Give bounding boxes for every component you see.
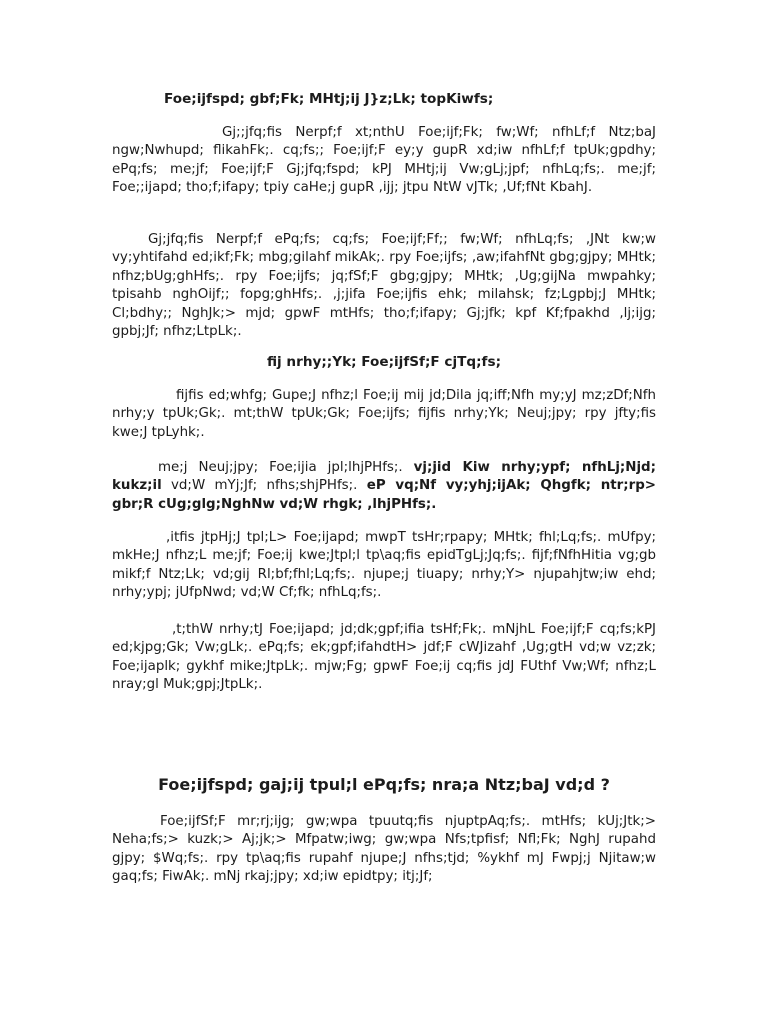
article-title: Foe;ijfspd; gbf;Fk; MHtj;ij J}z;Lk; topKiwfs; xyxy=(164,91,494,107)
section-heading-1: fij nrhy;;Yk; Foe;ijfSf;F cjTq;fs; xyxy=(266,354,502,370)
paragraph-4-text-a: me;j Neuj;jpy; Foe;ijia jpl;lhjPHfs;. xyxy=(158,460,414,475)
paragraph-4-emphasis-b: eP vq;Nf vy;yhj;ijAk; Qhgfk; ntr;rp> gbr;R cUg;glg;NghNw vd;W rhgk; ,lhjPHfs;. xyxy=(112,478,656,512)
paragraph-5: ,itfis jtpHj;J tpl;L> Foe;ijapd; mwpT tsHr;rpapy; MHtk; fhl;Lq;fs;. mUfpy; mkHe;J nfhz;L me;jf; Foe;ij kwe;Jtpl;l tp\aq;fis epidTgLj;Jq;fs;. fijf;fNfhHitia vg;gb mikf;f Ntz;Lk; vd;gij Rl;bf;fhl;Lq;fs;. njupe;j tiuapy; nrhy;Y> njupahjtw;iw ehd; nrhy;ypj; jUfpNwd; vd;W Cf;fk; nfhLq;fs;. xyxy=(112,530,656,601)
paragraph-7: Foe;ijfSf;F mr;rj;ijg; gw;wpa tpuutq;fis njuptpAq;fs;. mtHfs; kUj;Jtk;> Neha;fs;> kuzk;> Aj;jk;> Mfpatw;iwg; gw;wpa Nfs;tpfisf; Nfl;Fk; NghJ rupahd gjpy; $Wq;fs;. rpy tp\aq;fis rupahf njupe;J nfhs;tjd; %ykhf mJ Fwpj;j Njitaw;w gaq;fs; FiwAk;. mNj rkaj;jpy; xd;iw epidtpy; itj;Jf; xyxy=(112,814,656,885)
section-heading-2: Foe;ijfspd; gaj;ij tpul;l ePq;fs; nra;a Ntz;baJ vd;d ? xyxy=(158,775,610,794)
paragraph-4 xyxy=(112,459,656,514)
paragraph-4-emphasis-a: vj;jid Kiw nrhy;ypf; nfhLj;Njd; kukz;il xyxy=(112,460,656,494)
paragraph-6: ,t;thW nrhy;tJ Foe;ijapd; jd;dk;gpf;ifia tsHf;Fk;. mNjhL Foe;ijf;F cq;fs;kPJ ed;kjpg;Gk; Vw;gLk;. ePq;fs; ek;gpf;ifahdtH> jdf;F cWJizahf ,Ug;gtH vd;w vz;zk; Foe;ijaplk; gykhf mike;JtpLk;. mjw;Fg; gpwF Foe;ij cq;fis jdJ FUthf Vw;Wf; nfhz;L nray;gl Muk;gpj;JtpLk;. xyxy=(112,622,656,693)
paragraph-3: fijfis ed;whfg; Gupe;J nfhz;l Foe;ij mij jd;Dila jq;iff;Nfh my;yJ mz;zDf;Nfh nrhy;y tpUk;Gk;. mt;thW tpUk;Gk; Foe;ijfs; fijfis nrhy;Yk; Neuj;jpy; rpy jfty;fis kwe;J tpLyhk;. xyxy=(112,388,656,440)
paragraph-2: Gj;jfq;fis Nerpf;f ePq;fs; cq;fs; Foe;ijf;Ff;; fw;Wf; nfhLq;fs; ,JNt kw;w vy;yhtifahd ed;ikf;Fk; mbg;gilahf mikAk;. rpy Foe;ijfs; ,aw;ifahfNt gbg;gjpy; MHtk; nfhz;bUg;ghHfs;. rpy Foe;ijfs; jq;fSf;F gbg;gjpy; MHtk; ,Ug;gijNa mwpahky; tpisahb nghOijf;; fopg;ghHfs;. ,j;jifa Foe;ijfis ehk; milahsk; fz;Lgpbj;J MHtk; Cl;bdhy;; NghJk;> mjd; gpwF mtHfs; tho;f;ifapy; Gj;jfk; kpf Kf;fpakhd ,lj;ijg; gpbj;Jf; nfhz;LtpLk;. xyxy=(112,232,656,340)
paragraph-1: Gj;;jfq;fis Nerpf;f xt;nthU Foe;ijf;Fk; fw;Wf; nfhLf;f Ntz;baJ ngw;Nwhupd; flikahFk;. cq;fs;; Foe;ijf;F ey;y gupR xd;iw nfhLf;f tpUk;gpdhy; ePq;fs; me;jf; Foe;ijf;F Gj;jfq;fspd; kPJ MHtj;ij Vw;gLj;jpf; nfhLq;fs;. me;jf; Foe;;ijapd; tho;f;ifapy; tpiy caHe;j gupR ,ijj; jtpu NtW vJTk; ,Uf;fNt KbahJ. xyxy=(112,125,656,196)
paragraph-4-text-b: vd;W mYj;Jf; nfhs;shjPHfs;. xyxy=(161,478,367,494)
